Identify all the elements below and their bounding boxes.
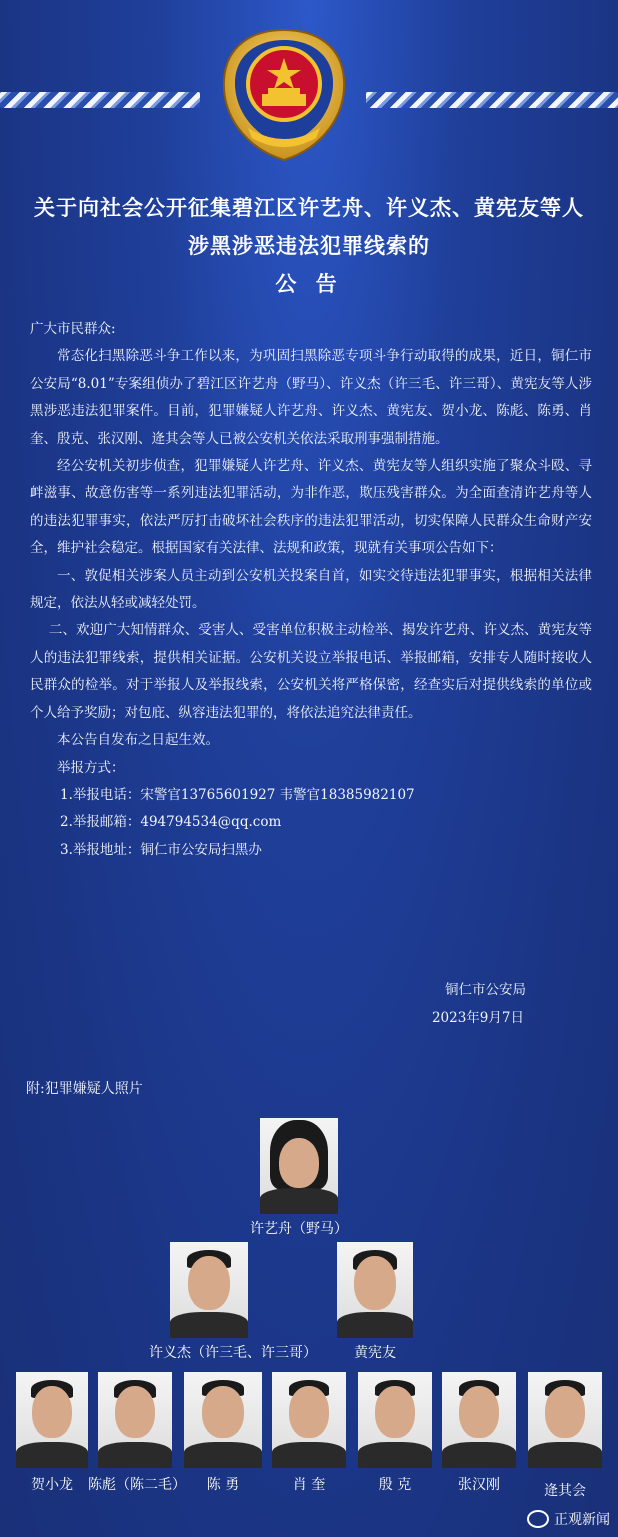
police-emblem-icon: [218, 26, 350, 164]
suspect-photo-4: [16, 1372, 88, 1468]
suspect-name-6: 陈 勇: [206, 1477, 240, 1493]
item-2: 二、欢迎广大知情群众、受害人、受害单位积极主动检举、揭发许艺舟、许义杰、黄宪友等人的违法犯罪线索，提供相关证据。公安机关设立举报电话、举报邮箱，安排专人随时接收人民群众的检举。对于举报人及举报线索，公安机关将严格保密，经查实后对提供线索的单位或个人给予奖励；对包庇、纵容违法犯罪的，将依法追究法律责任。: [30, 622, 592, 721]
suspect-name-1: 许艺舟（野马）: [250, 1221, 348, 1237]
suspect-name-8: 殷 克: [378, 1477, 412, 1493]
effective-statement: 本公告自发布之日起生效。: [57, 732, 219, 749]
notice-body: [30, 316, 592, 864]
item-1: 一、敦促相关涉案人员主动到公安机关投案自首，如实交待违法犯罪事实，根据相关法律规定，依法从轻或减轻处罚。: [30, 567, 592, 612]
salutation: 广大市民群众:: [30, 321, 116, 337]
suspect-name-10: 逄其会: [544, 1483, 586, 1499]
title-line-1: 关于向社会公开征集碧江区许艺舟、许义杰、黄宪友等人: [34, 195, 584, 220]
suspect-name-5: 陈彪（陈二毛）: [88, 1477, 186, 1493]
contact-phone: 1.举报电话：宋警官13765601927 韦警官18385982107: [60, 786, 415, 803]
decorative-stripe-right: [366, 92, 618, 108]
title-line-2: 涉黑涉恶违法犯罪线索的: [188, 233, 430, 258]
paragraph-2: 经公安机关初步侦查，犯罪嫌疑人许艺舟、许义杰、黄宪友等人组织实施了聚众斗殴、寻衅滋事、故意伤害等一系列违法犯罪活动，为非作恶，欺压残害群众。为全面查清许艺舟等人的违法犯罪事实，依法严厉打击破坏社会秩序的违法犯罪活动，切实保障人民群众生命财产安全，维护社会稳定。根据国家有关法律、法规和政策，现就有关事项公告如下：: [30, 458, 592, 557]
suspect-photo-9: [442, 1372, 516, 1468]
suspect-name-4: 贺小龙: [31, 1477, 73, 1493]
contact-address: 3.举报地址：铜仁市公安局扫黑办: [60, 841, 262, 858]
decorative-stripe-left: [0, 92, 200, 108]
suspect-photo-8: [358, 1372, 432, 1468]
suspect-name-7: 肖 奎: [292, 1477, 326, 1493]
suspect-name-3: 黄宪友: [354, 1345, 396, 1361]
suspect-photo-5: [98, 1372, 172, 1468]
suspect-photo-7: [272, 1372, 346, 1468]
suspect-photo-3: [337, 1242, 413, 1338]
watermark-text: 正观新闻: [554, 1512, 610, 1528]
weibo-icon: [527, 1510, 549, 1528]
contact-heading: 举报方式：: [57, 759, 125, 776]
title-line-3: 公 告: [275, 271, 343, 296]
suspect-photo-1: [260, 1118, 338, 1214]
watermark: [527, 1509, 610, 1529]
suspect-photo-2: [170, 1242, 248, 1338]
paragraph-1: 常态化扫黑除恶斗争工作以来，为巩固扫黑除恶专项斗争行动取得的成果，近日，铜仁市公安局“8.01”专案组侦办了碧江区许艺舟（野马）、许义杰（许三毛、许三哥）、黄宪友等人涉黑涉恶违法犯罪案件。目前，犯罪嫌疑人许艺舟、许义杰、黄宪友、贺小龙、陈彪、陈勇、肖奎、殷克、张汉刚、逄其会等人已被公安机关依法采取刑事强制措施。: [30, 348, 592, 447]
suspect-name-9: 张汉刚: [458, 1477, 500, 1493]
suspect-photo-10: [528, 1372, 602, 1468]
signature-date: 2023年9月7日: [431, 1010, 524, 1026]
annex-label: 附:犯罪嫌疑人照片: [26, 1081, 143, 1097]
suspect-name-2: 许义杰（许三毛、许三哥）: [149, 1345, 317, 1361]
signature-org: 铜仁市公安局: [445, 982, 526, 998]
suspect-photo-6: [184, 1372, 262, 1468]
contact-email: 2.举报邮箱：494794534@qq.com: [60, 814, 282, 831]
